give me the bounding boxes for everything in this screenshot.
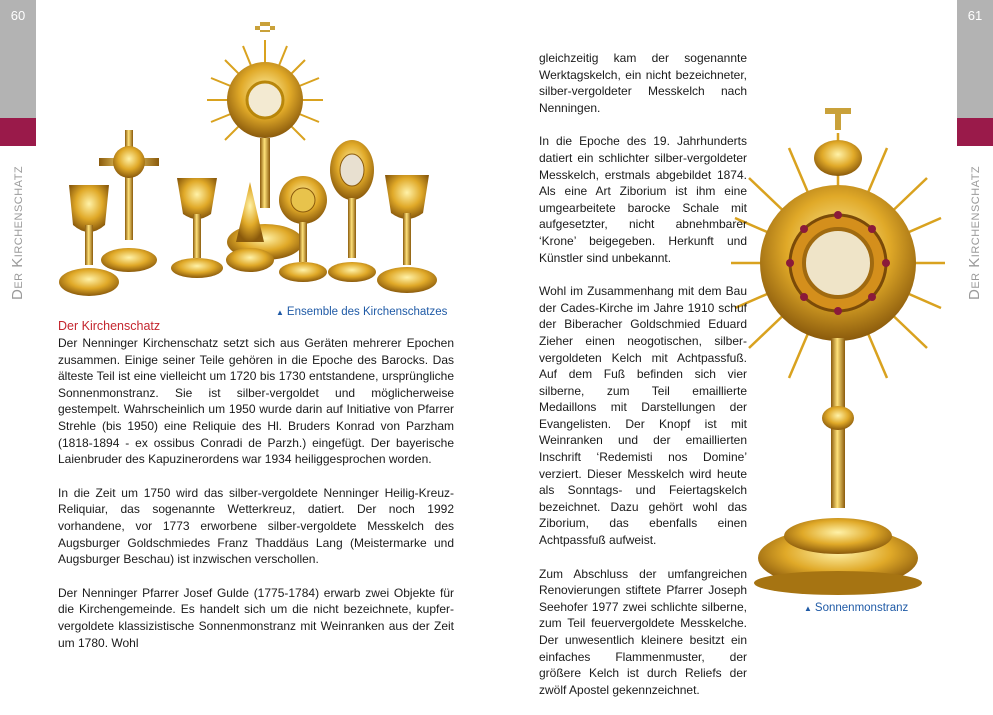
left-body-text <box>58 335 454 668</box>
right-color-band <box>957 118 993 146</box>
right-page-tab <box>957 0 993 118</box>
right-paragraph: In die Epoche des 19. Jahrhunderts datiert ein schlichter silber-vergoldeter Messkelch, erstmals abgebildet 1874. Als eine Art Ziborium ist ihm eine umgearbeitete barocke Schale mit aufgesetzter, nicht abnehmbarer ‘Krone’ beigegeben. Herkunft und Künstler sind unbekannt. <box>539 134 747 265</box>
right-section-title-text: Der Kirchenschatz <box>966 165 983 300</box>
ensemble-caption <box>276 306 447 318</box>
sonnenmonstranz-caption-text: Sonnenmonstranz <box>814 602 909 614</box>
caption-triangle-icon: ▲ <box>804 604 812 613</box>
right-body-text <box>539 50 747 715</box>
left-color-band <box>0 118 36 146</box>
right-page-number: 61 <box>967 8 983 23</box>
left-paragraph: Der Nenninger Kirchenschatz setzt sich aus Geräten mehrerer Epochen zusammen. Einige seiner Teile gehören in die Epoche des Barocks. Das älteste Teil ist eine vielleicht um 1720 bis 1730 entstandene, ursprüngliche Sonnenmonstranz. Sie ist silber-vergoldet und möglicherweise gestempelt. Wahrscheinlich um 1950 wurde darin auf Initiative von Pfarrer Strehle (bis 1950) eine Reliquie des Hl. Bruders Konrad von Parzham (1818-1894 - ex ossibus Conradi de Parzh.) eingefügt. Der bayerische Laienbruder des Kapuzinerordens war 1934 heiliggesprochen worden. <box>58 336 454 467</box>
left-section-title-text: Der Kirchenschatz <box>9 165 26 300</box>
left-paragraph: Der Nenninger Pfarrer Josef Gulde (1775-1784) erwarb zwei Objekte für die Kirchengemeinde. Es handelt sich um die nicht bezeichnete, kupfer-vergoldete klassizistische Sonnenmonstranz mit Weinranken aus der Zeit um 1780. Wohl <box>58 585 454 650</box>
right-paragraph: gleichzeitig kam der sogenannte Werktagskelch, ein nicht bezeichneter, silber-vergoldeter Messkelch nach Nenningen. <box>539 51 747 115</box>
left-page-number: 60 <box>10 8 26 23</box>
ensemble-caption-text: Ensemble des Kirchenschatzes <box>286 306 448 318</box>
caption-triangle-icon: ▲ <box>276 308 284 317</box>
right-section-title <box>957 160 993 310</box>
sonnenmonstranz-caption <box>804 602 908 614</box>
left-section-title <box>0 160 36 310</box>
sonnenmonstranz-photo <box>727 88 949 600</box>
right-paragraph: Zum Abschluss der umfangreichen Renovierungen stiftete Pfarrer Joseph Seehofer 1977 zwei schlichte silberne, zum Teil feuervergoldete Messkelche. Der unwesentlich kleinere besitzt ein einfaches Flammenmuster, der größere Kelch ist durch Reliefs der zwölf Apostel gekennzeichnet. <box>539 566 747 697</box>
left-paragraph: In die Zeit um 1750 wird das silber-vergoldete Nenninger Heilig-Kreuz-Reliquiar, das sogenannte Wetterkreuz, datiert. Der noch 1992 vorhandene, vor 1773 erworbene silber-vergoldete Messkelch des Augsburger Goldschmiedes Franz Thaddäus Lang (Meistermarke und Augsburger Beschau) ist inzwischen verschollen. <box>58 485 454 567</box>
left-page-tab <box>0 0 36 118</box>
ensemble-photo <box>55 10 450 305</box>
section-heading: Der Kirchenschatz <box>58 319 161 333</box>
right-paragraph: Wohl im Zusammenhang mit dem Bau der Cades-Kirche im Jahre 1910 schuf der Biberacher Goldschmied Eduard Zieher einen neogotischen, silber-vergoldeten Kelch mit Achtpassfuß. Auf dem Fuß befinden sich vier silberne, zum Teil emaillierte Medaillons mit Darstellungen der Evangelisten. Der Knopf ist mit Weinranken und der emaillierten Inschrift ‘Redemisti nos Domine’ verziert. Dieser Messkelch wird heute als Sonntags- und Feiertagskelch bezeichnet. Dazu gehört wohl das Ziborium, das ebenfalls einen Achtpassfuß aufweist. <box>539 284 747 548</box>
